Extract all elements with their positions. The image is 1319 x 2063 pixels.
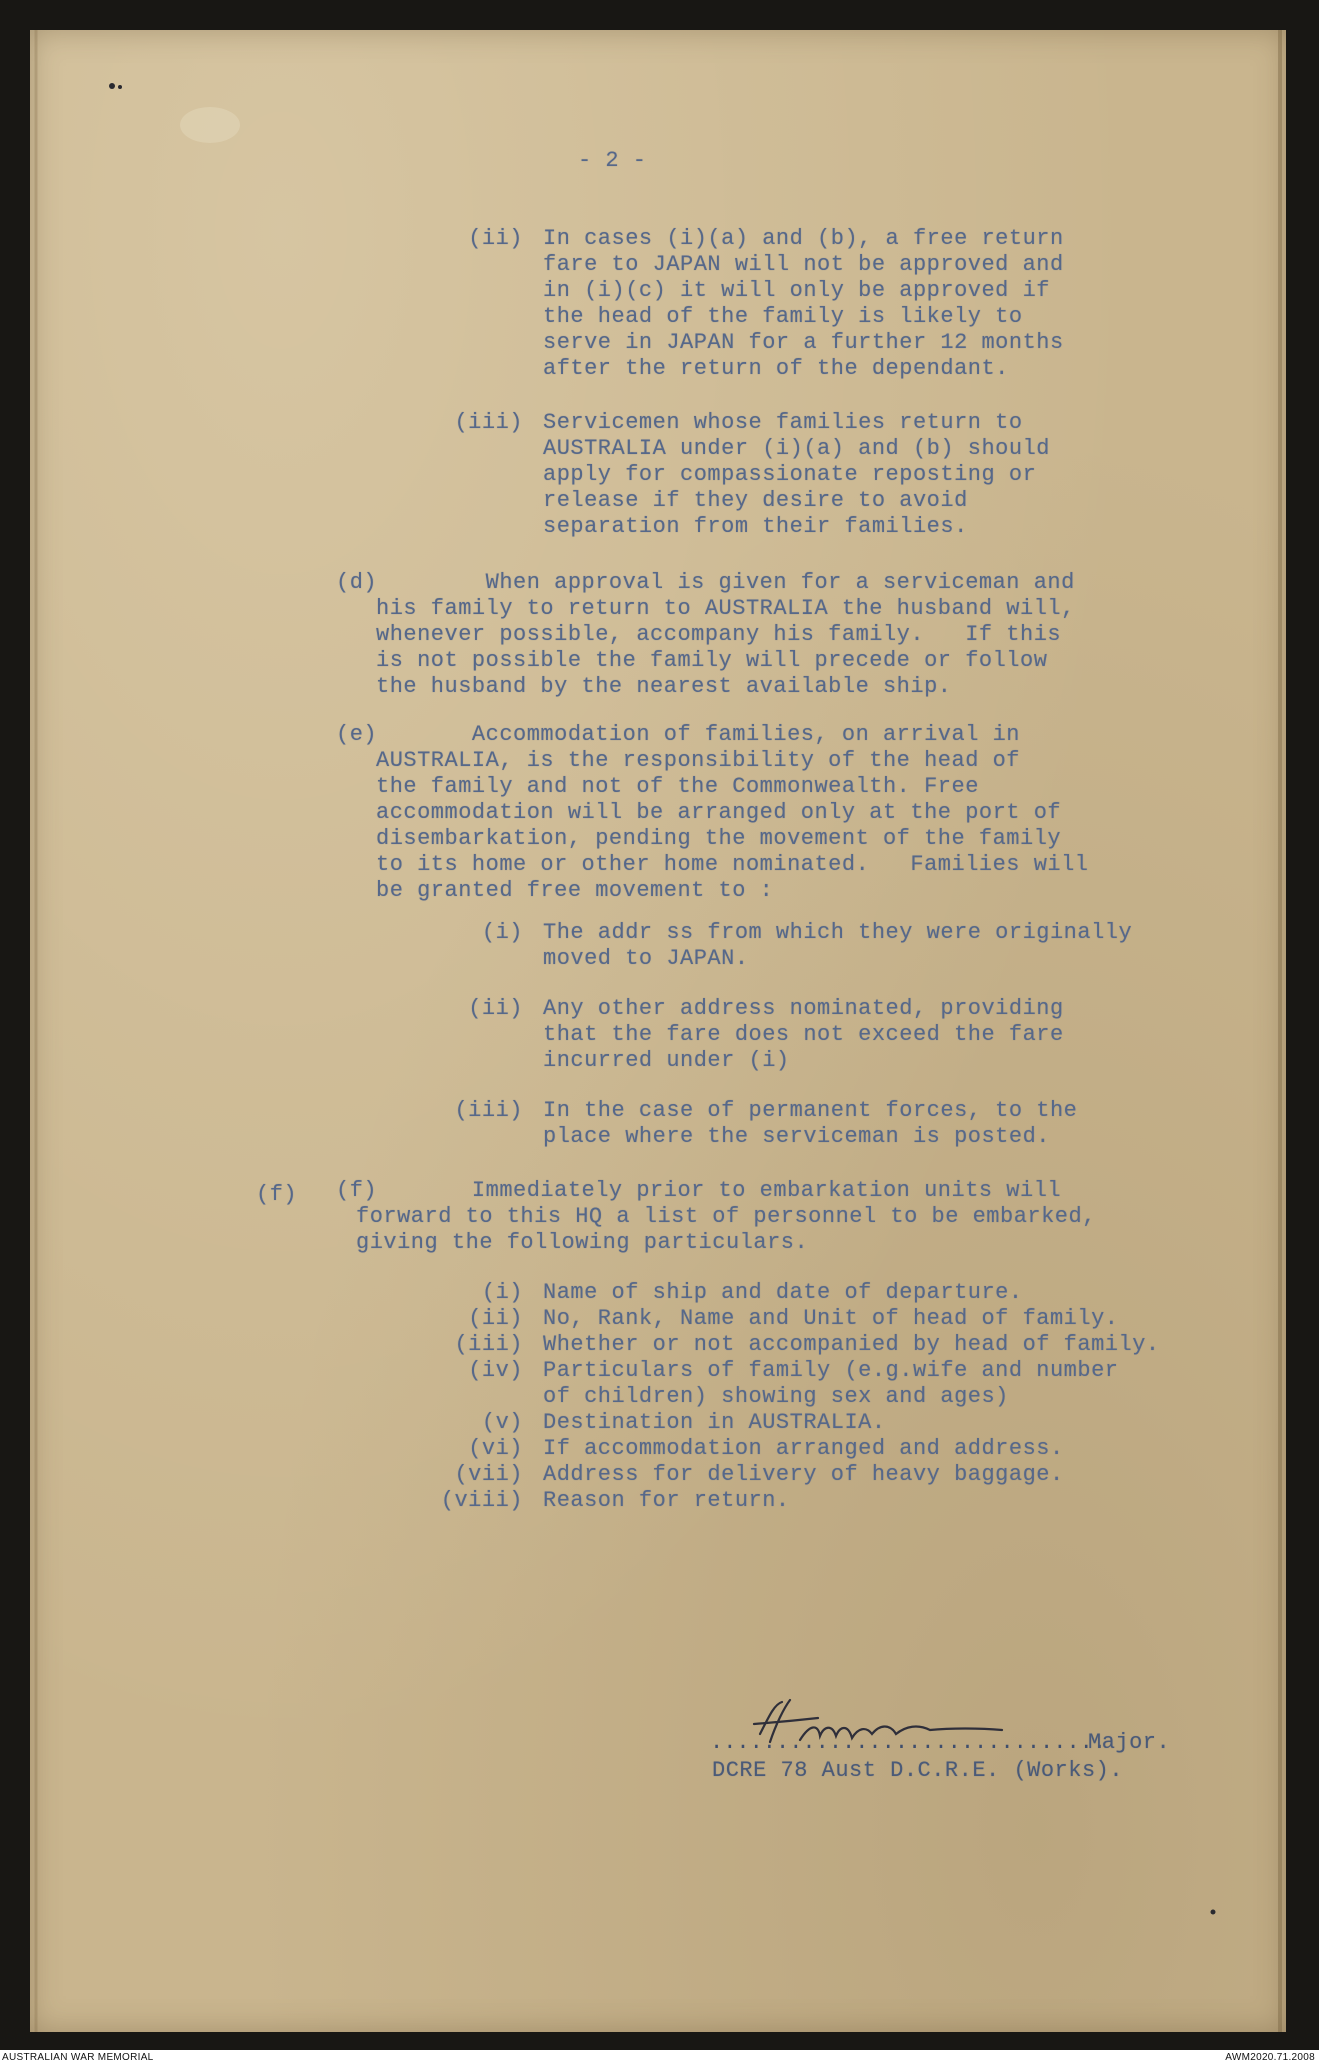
signature-rank: Major.: [1088, 1730, 1171, 1755]
item-e-sub-i-line-2: moved to JAPAN.: [543, 946, 749, 971]
item-f-sub-viii-label: (viii): [440, 1488, 523, 1513]
item-f-sub-iii-label: (iii): [454, 1332, 523, 1357]
item-d-line-4: is not possible the family will precede or follow: [376, 648, 1048, 673]
item-f-sub-iv-label: (iv): [468, 1358, 523, 1383]
item-ii-line-3: in (i)(c) it will only be approved if: [543, 278, 1050, 303]
item-f-sub-iv-line-1: Particulars of family (e.g.wife and number: [543, 1358, 1119, 1383]
item-e-sub-ii-label: (ii): [468, 996, 523, 1021]
footer-left: AUSTRALIAN WAR MEMORIAL: [2, 2052, 154, 2063]
item-e-sub-ii-line-3: incurred under (i): [543, 1048, 790, 1073]
item-iii-line-4: release if they desire to avoid: [543, 488, 968, 513]
item-iii-line-2: AUSTRALIA under (i)(a) and (b) should: [543, 436, 1050, 461]
item-f-sub-vii-text: Address for delivery of heavy baggage.: [543, 1462, 1064, 1487]
item-iii-line-5: separation from their families.: [543, 514, 968, 539]
item-ii-line-4: the head of the family is likely to: [543, 304, 1023, 329]
document-page: [30, 30, 1286, 2032]
item-f-line-1: Immediately prior to embarkation units will: [376, 1178, 1062, 1203]
item-d-line-1: When approval is given for a serviceman and: [376, 570, 1075, 595]
item-f-sub-v-text: Destination in AUSTRALIA.: [543, 1410, 886, 1435]
item-f-sub-i-label: (i): [481, 1280, 523, 1305]
item-d-line-3: whenever possible, accompany his family. If this: [376, 622, 1062, 647]
item-d-line-5: the husband by the nearest available ship.: [376, 674, 952, 699]
item-ii-line-1: In cases (i)(a) and (b), a free return: [543, 226, 1064, 251]
item-f-label: (f): [336, 1178, 378, 1203]
item-ii-line-2: fare to JAPAN will not be approved and: [543, 252, 1064, 277]
item-iii-line-1: Servicemen whose families return to: [543, 410, 1023, 435]
item-d-label: (d): [336, 570, 378, 595]
signature-dots: ..............................: [710, 1730, 1107, 1755]
item-e-sub-iii-line-1: In the case of permanent forces, to the: [543, 1098, 1078, 1123]
item-e-line-7: be granted free movement to :: [376, 878, 774, 903]
item-e-line-4: accommodation will be arranged only at the port of: [376, 800, 1062, 825]
item-iii-line-3: apply for compassionate reposting or: [543, 462, 1037, 487]
item-e-line-1: Accommodation of families, on arrival in: [376, 722, 1021, 747]
item-e-line-6: to its home or other home nominated. Families will: [376, 852, 1089, 877]
item-f-sub-iv-line-2: of children) showing sex and ages): [543, 1384, 1009, 1409]
item-f-sub-viii-text: Reason for return.: [543, 1488, 790, 1513]
item-e-line-3: the family and not of the Commonwealth. Free: [376, 774, 979, 799]
item-f-line-2: forward to this HQ a list of personnel to be embarked,: [356, 1204, 1096, 1229]
item-f-sub-i-text: Name of ship and date of departure.: [543, 1280, 1023, 1305]
item-e-sub-iii-label: (iii): [454, 1098, 523, 1123]
page-number: - 2 -: [578, 148, 647, 173]
item-ii-label: (ii): [468, 226, 523, 251]
item-f-sub-v-label: (v): [481, 1410, 523, 1435]
item-f-margin-label: (f): [256, 1182, 298, 1207]
item-e-sub-iii-line-2: place where the serviceman is posted.: [543, 1124, 1050, 1149]
item-e-sub-i-label: (i): [481, 920, 523, 945]
footer-right: AWM2020.71.2008: [1225, 2052, 1315, 2063]
item-f-sub-vi-label: (vi): [468, 1436, 523, 1461]
item-e-sub-ii-line-2: that the fare does not exceed the fare: [543, 1022, 1064, 1047]
item-f-sub-vi-text: If accommodation arranged and address.: [543, 1436, 1064, 1461]
item-ii-line-6: after the return of the dependant.: [543, 356, 1009, 381]
signature-title-line: DCRE 78 Aust D.C.R.E. (Works).: [712, 1758, 1124, 1783]
item-f-sub-ii-label: (ii): [468, 1306, 523, 1331]
item-e-sub-ii-line-1: Any other address nominated, providing: [543, 996, 1064, 1021]
item-d-line-2: his family to return to AUSTRALIA the husband will,: [376, 596, 1075, 621]
item-f-line-3: giving the following particulars.: [356, 1230, 809, 1255]
item-e-line-5: disembarkation, pending the movement of the family: [376, 826, 1062, 851]
item-e-label: (e): [336, 722, 378, 747]
item-e-sub-i-line-1: The addr ss from which they were originally: [543, 920, 1133, 945]
item-iii-label: (iii): [454, 410, 523, 435]
item-f-sub-ii-text: No, Rank, Name and Unit of head of family.: [543, 1306, 1119, 1331]
item-f-sub-iii-text: Whether or not accompanied by head of family.: [543, 1332, 1160, 1357]
item-ii-line-5: serve in JAPAN for a further 12 months: [543, 330, 1064, 355]
item-f-sub-vii-label: (vii): [454, 1462, 523, 1487]
item-e-line-2: AUSTRALIA, is the responsibility of the head of: [376, 748, 1021, 773]
